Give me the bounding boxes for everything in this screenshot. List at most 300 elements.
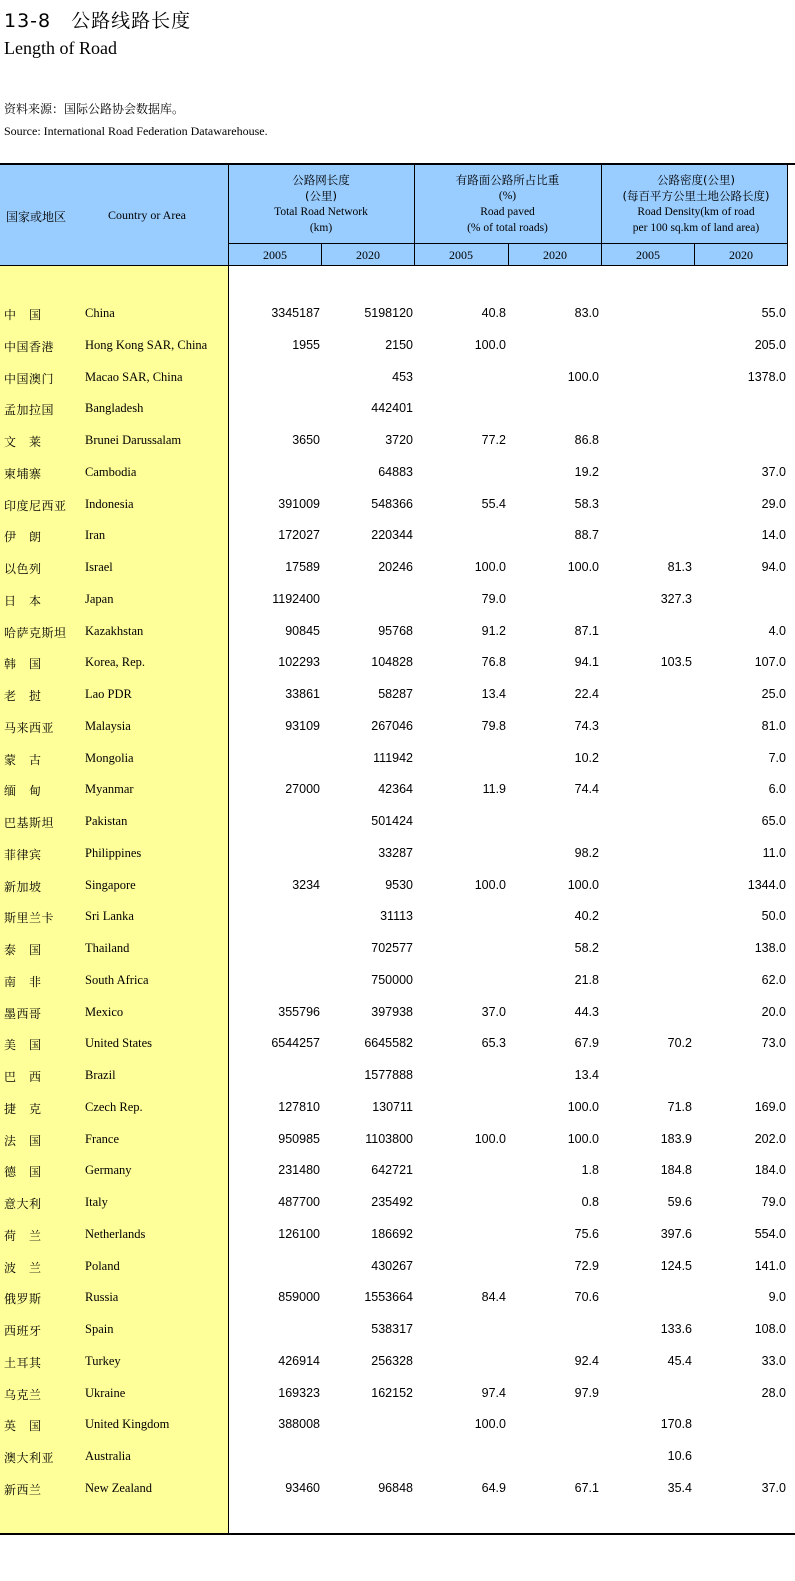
country-name-cn: 德 国	[4, 1165, 42, 1179]
value-cell: 104828	[371, 655, 413, 669]
table-row	[0, 497, 795, 517]
value-cell: 67.1	[574, 1481, 599, 1495]
value-cell: 0.8	[581, 1195, 599, 1209]
value-cell: 183.9	[660, 1132, 692, 1146]
value-cell: 111942	[373, 751, 413, 765]
value-cell: 126100	[278, 1227, 320, 1241]
value-cell: 55.4	[481, 497, 506, 511]
value-cell: 231480	[278, 1163, 320, 1177]
value-cell: 94.1	[574, 655, 599, 669]
table-row	[0, 1259, 795, 1279]
year-label: 2020	[729, 248, 753, 262]
value-cell: 97.4	[481, 1386, 506, 1400]
value-cell: 100.0	[567, 560, 599, 574]
table-row	[0, 624, 795, 644]
value-cell: 256328	[371, 1354, 413, 1368]
value-cell: 426914	[278, 1354, 320, 1368]
country-name-en: Turkey	[85, 1354, 121, 1368]
value-cell: 74.4	[574, 782, 599, 796]
value-cell: 67.9	[574, 1036, 599, 1050]
country-name-en: Italy	[85, 1195, 108, 1209]
year-label: 2005	[636, 248, 660, 262]
value-cell: 45.4	[667, 1354, 692, 1368]
value-cell: 62.0	[761, 973, 786, 987]
table-title-en: Length of Road	[4, 38, 117, 58]
value-cell: 859000	[278, 1290, 320, 1304]
table-row	[0, 1100, 795, 1120]
value-cell: 35.4	[667, 1481, 692, 1495]
value-cell: 100.0	[474, 338, 506, 352]
value-cell: 31113	[380, 909, 413, 923]
country-name-en: Hong Kong SAR, China	[85, 338, 208, 352]
country-name-en: New Zealand	[85, 1481, 152, 1495]
value-cell: 64.9	[481, 1481, 506, 1495]
value-cell: 17589	[285, 560, 320, 574]
value-cell: 2150	[385, 338, 413, 352]
country-name-en: Philippines	[85, 846, 142, 860]
table-row	[0, 846, 795, 866]
country-name-en: Australia	[85, 1449, 131, 1463]
value-cell: 186692	[371, 1227, 413, 1241]
value-cell: 750000	[371, 973, 413, 987]
value-cell: 70.2	[667, 1036, 692, 1050]
value-cell: 170.8	[660, 1417, 692, 1431]
table-row	[0, 719, 795, 739]
country-name-cn: 泰 国	[4, 943, 42, 957]
value-cell: 90845	[285, 624, 320, 638]
value-cell: 74.3	[574, 719, 599, 733]
table-row	[0, 973, 795, 993]
value-cell: 27000	[285, 782, 320, 796]
value-cell: 642721	[371, 1163, 413, 1177]
value-cell: 92.4	[574, 1354, 599, 1368]
value-cell: 100.0	[474, 560, 506, 574]
country-name-cn: 马来西亚	[4, 721, 55, 735]
country-name-cn: 斯里兰卡	[4, 911, 55, 925]
header-network-line: (公里)	[305, 189, 337, 203]
value-cell: 79.0	[481, 592, 506, 606]
table-row	[0, 1417, 795, 1437]
value-cell: 33287	[378, 846, 413, 860]
value-cell: 127810	[278, 1100, 320, 1114]
value-cell: 124.5	[660, 1259, 692, 1273]
table-row	[0, 655, 795, 675]
country-name-en: Germany	[85, 1163, 132, 1177]
value-cell: 169.0	[754, 1100, 786, 1114]
value-cell: 267046	[371, 719, 413, 733]
value-cell: 202.0	[754, 1132, 786, 1146]
table-row	[0, 1449, 795, 1469]
country-name-en: Spain	[85, 1322, 114, 1336]
value-cell: 37.0	[761, 465, 786, 479]
value-cell: 86.8	[574, 433, 599, 447]
value-cell: 1103800	[365, 1132, 413, 1146]
table-row	[0, 433, 795, 453]
table-row	[0, 909, 795, 929]
header-paved-line: 有路面公路所占比重	[455, 173, 560, 187]
value-cell: 1553664	[364, 1290, 413, 1304]
country-name-en: Brunei Darussalam	[85, 433, 182, 447]
value-cell: 25.0	[761, 687, 786, 701]
value-cell: 20.0	[761, 1005, 786, 1019]
value-cell: 11.9	[482, 782, 506, 796]
value-cell: 9530	[385, 878, 413, 892]
country-name-cn: 韩 国	[4, 657, 42, 671]
value-cell: 1577888	[364, 1068, 413, 1082]
value-cell: 397938	[371, 1005, 413, 1019]
table-bottom-rule	[0, 1533, 795, 1535]
value-cell: 93109	[285, 719, 320, 733]
country-name-en: Malaysia	[85, 719, 131, 733]
country-name-en: Macao SAR, China	[85, 370, 183, 384]
value-cell: 58.3	[574, 497, 599, 511]
country-name-en: Czech Rep.	[85, 1100, 143, 1114]
header-paved-line: (% of total roads)	[467, 222, 548, 234]
value-cell: 10.2	[574, 751, 599, 765]
value-cell: 88.7	[574, 528, 599, 542]
country-name-cn: 新加坡	[4, 880, 42, 894]
table-row	[0, 814, 795, 834]
country-name-cn: 俄罗斯	[4, 1292, 42, 1306]
value-cell: 93460	[285, 1481, 320, 1495]
value-cell: 3650	[292, 433, 320, 447]
country-name-en: United States	[85, 1036, 153, 1050]
country-name-en: Iran	[85, 528, 106, 542]
value-cell: 100.0	[474, 878, 506, 892]
value-cell: 220344	[371, 528, 413, 542]
value-cell: 83.0	[574, 306, 599, 320]
country-name-en: Ukraine	[85, 1386, 126, 1400]
value-cell: 184.0	[754, 1163, 786, 1177]
country-name-cn: 波 兰	[4, 1261, 42, 1275]
country-name-en: Thailand	[85, 941, 130, 955]
table-row	[0, 1227, 795, 1247]
header-paved-line: (%)	[498, 190, 517, 202]
value-cell: 13.4	[574, 1068, 599, 1082]
header-bottom-rule	[0, 265, 788, 266]
value-cell: 442401	[371, 401, 413, 415]
table-row	[0, 687, 795, 707]
country-name-cn: 荷 兰	[4, 1229, 42, 1243]
table-row	[0, 401, 795, 421]
value-cell: 50.0	[761, 909, 786, 923]
table-row	[0, 370, 795, 390]
country-name-cn: 乌克兰	[4, 1388, 42, 1402]
country-name-cn: 南 非	[4, 975, 42, 989]
table-row	[0, 306, 795, 326]
country-name-cn: 巴基斯坦	[4, 816, 55, 830]
value-cell: 65.3	[481, 1036, 506, 1050]
country-name-cn: 菲律宾	[4, 848, 42, 862]
value-cell: 100.0	[567, 878, 599, 892]
value-cell: 77.2	[481, 433, 506, 447]
value-cell: 103.5	[660, 655, 692, 669]
country-name-cn: 美 国	[4, 1038, 42, 1052]
table-row	[0, 751, 795, 771]
country-name-en: Bangladesh	[85, 401, 144, 415]
value-cell: 13.4	[481, 687, 506, 701]
header-network-line: 公路网长度	[292, 173, 350, 187]
table-row	[0, 465, 795, 485]
value-cell: 71.8	[667, 1100, 692, 1114]
value-cell: 141.0	[754, 1259, 786, 1273]
value-cell: 108.0	[754, 1322, 786, 1336]
value-cell: 133.6	[660, 1322, 692, 1336]
value-cell: 21.8	[574, 973, 599, 987]
country-name-cn: 捷 克	[4, 1102, 42, 1116]
value-cell: 487700	[278, 1195, 320, 1209]
table-row	[0, 592, 795, 612]
value-cell: 1344.0	[747, 878, 786, 892]
table-row	[0, 1195, 795, 1215]
country-name-en: Pakistan	[85, 814, 128, 828]
value-cell: 33.0	[761, 1354, 786, 1368]
table-row	[0, 1163, 795, 1183]
country-name-en: Kazakhstan	[85, 624, 144, 638]
country-name-en: Indonesia	[85, 497, 134, 511]
value-cell: 11.0	[762, 846, 786, 860]
value-cell: 1955	[292, 338, 320, 352]
value-cell: 59.6	[667, 1195, 692, 1209]
country-name-cn: 英 国	[4, 1419, 42, 1433]
source-note-en: Source: International Road Federation Datawarehouse.	[4, 124, 268, 138]
value-cell: 172027	[278, 528, 320, 542]
value-cell: 388008	[278, 1417, 320, 1431]
country-name-en: Cambodia	[85, 465, 137, 479]
country-name-en: Mexico	[85, 1005, 124, 1019]
value-cell: 5198120	[364, 306, 413, 320]
country-name-cn: 西班牙	[4, 1324, 42, 1338]
value-cell: 6645582	[364, 1036, 413, 1050]
table-row	[0, 560, 795, 580]
value-cell: 65.0	[761, 814, 786, 828]
value-cell: 81.3	[667, 560, 692, 574]
value-cell: 22.4	[574, 687, 599, 701]
country-name-cn: 中 国	[4, 308, 42, 322]
header-country-en: Country or Area	[108, 208, 186, 222]
table-row	[0, 1005, 795, 1025]
country-name-en: Mongolia	[85, 751, 134, 765]
value-cell: 37.0	[481, 1005, 506, 1019]
value-cell: 950985	[278, 1132, 320, 1146]
value-cell: 9.0	[768, 1290, 786, 1304]
header-density-line: Road Density(km of road	[637, 206, 755, 218]
value-cell: 205.0	[754, 338, 786, 352]
header-network-line: Total Road Network	[274, 206, 368, 218]
value-cell: 10.6	[667, 1449, 692, 1463]
value-cell: 40.2	[574, 909, 599, 923]
country-name-en: Lao PDR	[85, 687, 132, 701]
value-cell: 162152	[371, 1386, 413, 1400]
country-name-cn: 以色列	[4, 562, 42, 576]
value-cell: 100.0	[567, 370, 599, 384]
value-cell: 548366	[371, 497, 413, 511]
value-cell: 391009	[278, 497, 320, 511]
header-paved-line: Road paved	[480, 206, 535, 218]
value-cell: 87.1	[574, 624, 599, 638]
country-name-en: United Kingdom	[85, 1417, 170, 1431]
value-cell: 19.2	[574, 465, 599, 479]
value-cell: 98.2	[574, 846, 599, 860]
value-cell: 58287	[378, 687, 413, 701]
country-name-cn: 澳大利亚	[4, 1451, 55, 1465]
header-country-cn: 国家或地区	[6, 210, 67, 224]
value-cell: 75.6	[574, 1227, 599, 1241]
year-label: 2020	[356, 248, 380, 262]
country-name-cn: 哈萨克斯坦	[4, 626, 67, 640]
country-name-cn: 法 国	[4, 1134, 42, 1148]
value-cell: 37.0	[761, 1481, 786, 1495]
value-cell: 100.0	[474, 1132, 506, 1146]
value-cell: 6.0	[768, 782, 786, 796]
value-cell: 94.0	[761, 560, 786, 574]
value-cell: 42364	[378, 782, 413, 796]
country-name-en: China	[85, 306, 115, 320]
value-cell: 1.8	[581, 1163, 599, 1177]
value-cell: 72.9	[574, 1259, 599, 1273]
country-name-en: Brazil	[85, 1068, 116, 1082]
value-cell: 100.0	[567, 1132, 599, 1146]
country-name-cn: 印度尼西亚	[4, 499, 67, 513]
country-name-cn: 老 挝	[4, 689, 42, 703]
header-network	[228, 172, 414, 236]
value-cell: 91.2	[481, 624, 506, 638]
country-name-en: Netherlands	[85, 1227, 146, 1241]
value-cell: 3720	[385, 433, 413, 447]
country-name-cn: 缅 甸	[4, 784, 42, 798]
table-row	[0, 782, 795, 802]
year-label: 2020	[543, 248, 567, 262]
value-cell: 3345187	[271, 306, 320, 320]
value-cell: 1378.0	[747, 370, 786, 384]
value-cell: 76.8	[481, 655, 506, 669]
table-row	[0, 1036, 795, 1056]
value-cell: 100.0	[474, 1417, 506, 1431]
country-name-cn: 柬埔寨	[4, 467, 42, 481]
country-name-cn: 土耳其	[4, 1356, 42, 1370]
country-name-en: Korea, Rep.	[85, 655, 146, 669]
country-name-cn: 巴 西	[4, 1070, 42, 1084]
value-cell: 79.8	[481, 719, 506, 733]
value-cell: 3234	[292, 878, 320, 892]
country-name-cn: 文 莱	[4, 435, 42, 449]
value-cell: 130711	[372, 1100, 413, 1114]
value-cell: 14.0	[761, 528, 786, 542]
value-cell: 97.9	[574, 1386, 599, 1400]
table-row	[0, 528, 795, 548]
country-name-cn: 新西兰	[4, 1483, 42, 1497]
table-row	[0, 878, 795, 898]
value-cell: 95768	[378, 624, 413, 638]
value-cell: 102293	[278, 655, 320, 669]
country-name-en: Israel	[85, 560, 113, 574]
header-density-line: per 100 sq.km of land area)	[632, 222, 760, 234]
value-cell: 58.2	[574, 941, 599, 955]
value-cell: 84.4	[481, 1290, 506, 1304]
source-note-cn: 资料来源：国际公路协会数据库。	[4, 102, 185, 116]
value-cell: 64883	[378, 465, 413, 479]
header-density	[601, 172, 791, 236]
value-cell: 96848	[378, 1481, 413, 1495]
value-cell: 1192400	[272, 592, 320, 606]
country-name-cn: 中国香港	[4, 340, 55, 354]
value-cell: 79.0	[761, 1195, 786, 1209]
year-label: 2005	[263, 248, 287, 262]
value-cell: 430267	[371, 1259, 413, 1273]
value-cell: 327.3	[660, 592, 692, 606]
value-cell: 44.3	[574, 1005, 599, 1019]
table-row	[0, 1481, 795, 1501]
value-cell: 28.0	[761, 1386, 786, 1400]
country-name-en: Singapore	[85, 878, 136, 892]
country-name-cn: 孟加拉国	[4, 403, 55, 417]
value-cell: 7.0	[768, 751, 786, 765]
country-name-cn: 蒙 古	[4, 753, 42, 767]
value-cell: 33861	[285, 687, 320, 701]
table-title-cn: 13-8 公路线路长度	[4, 10, 192, 32]
value-cell: 702577	[371, 941, 413, 955]
value-cell: 235492	[371, 1195, 413, 1209]
divider	[228, 243, 788, 244]
country-name-en: Russia	[85, 1290, 119, 1304]
table-row	[0, 1354, 795, 1374]
country-column-background	[0, 266, 228, 1533]
country-name-en: France	[85, 1132, 120, 1146]
header-paved	[414, 172, 601, 236]
table-row	[0, 1132, 795, 1152]
table-row	[0, 1068, 795, 1088]
value-cell: 73.0	[761, 1036, 786, 1050]
country-name-cn: 伊 朗	[4, 530, 42, 544]
value-cell: 501424	[371, 814, 413, 828]
value-cell: 169323	[278, 1386, 320, 1400]
value-cell: 538317	[371, 1322, 413, 1336]
country-name-en: Poland	[85, 1259, 120, 1273]
country-name-cn: 墨西哥	[4, 1007, 42, 1021]
value-cell: 6544257	[271, 1036, 320, 1050]
value-cell: 55.0	[761, 306, 786, 320]
table-row	[0, 1386, 795, 1406]
table-row	[0, 941, 795, 961]
table-row	[0, 1322, 795, 1342]
value-cell: 554.0	[754, 1227, 786, 1241]
value-cell: 4.0	[768, 624, 786, 638]
header-network-line: (km)	[309, 222, 333, 234]
value-cell: 397.6	[660, 1227, 692, 1241]
value-cell: 355796	[278, 1005, 320, 1019]
value-cell: 184.8	[660, 1163, 692, 1177]
country-name-cn: 意大利	[4, 1197, 42, 1211]
table-row	[0, 1290, 795, 1310]
year-label: 2005	[449, 248, 473, 262]
value-cell: 81.0	[761, 719, 786, 733]
table-row	[0, 338, 795, 358]
country-name-en: Myanmar	[85, 782, 134, 796]
country-name-cn: 中国澳门	[4, 372, 55, 386]
country-name-cn: 日 本	[4, 594, 42, 608]
value-cell: 138.0	[754, 941, 786, 955]
header-density-line: 公路密度(公里)	[657, 173, 735, 187]
value-cell: 107.0	[754, 655, 786, 669]
country-name-en: South Africa	[85, 973, 149, 987]
value-cell: 453	[392, 370, 413, 384]
value-cell: 20246	[378, 560, 413, 574]
country-name-en: Sri Lanka	[85, 909, 134, 923]
value-cell: 40.8	[481, 306, 506, 320]
country-name-en: Japan	[85, 592, 114, 606]
header-density-line: (每百平方公里土地公路长度)	[622, 189, 770, 203]
value-cell: 29.0	[761, 497, 786, 511]
